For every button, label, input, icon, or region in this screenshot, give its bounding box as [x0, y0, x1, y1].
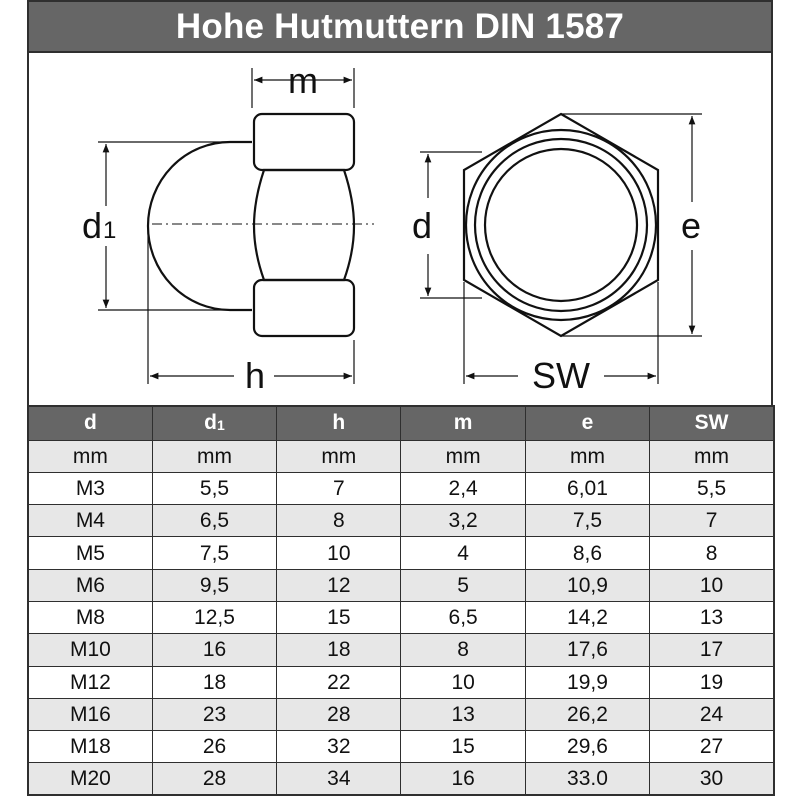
side-view: [148, 114, 374, 336]
table-cell: 5: [401, 569, 525, 601]
table-cell: 7,5: [525, 505, 649, 537]
table-cell: M18: [28, 731, 152, 763]
table-cell: 8,6: [525, 537, 649, 569]
table-cell: 33.0: [525, 763, 649, 795]
table-cell: 30: [650, 763, 774, 795]
table-cell: 16: [152, 634, 276, 666]
table-cell: M4: [28, 505, 152, 537]
table-cell: 2,4: [401, 472, 525, 504]
label-d1-main: d: [82, 205, 103, 246]
table-cell: 12: [277, 569, 401, 601]
table-header-row: [28, 406, 774, 440]
table-cell: 5,5: [650, 472, 774, 504]
table-row: [28, 698, 774, 730]
table-cell: 18: [277, 634, 401, 666]
table-cell: 4: [401, 537, 525, 569]
table-cell: 10: [401, 666, 525, 698]
table-cell: 7: [277, 472, 401, 504]
table-cell: M6: [28, 569, 152, 601]
table-row: [28, 472, 774, 504]
table-cell: 14,2: [525, 601, 649, 633]
table-cell: mm: [401, 440, 525, 472]
table-cell: 10,9: [525, 569, 649, 601]
header-d: d: [28, 406, 152, 440]
hexagon-outer: [464, 114, 658, 336]
table-cell: 28: [152, 763, 276, 795]
table-cell: 29,6: [525, 731, 649, 763]
table-cell: 22: [277, 666, 401, 698]
dome-cap: [148, 142, 252, 310]
label-d1: [82, 205, 116, 246]
table-cell: M3: [28, 472, 152, 504]
label-m: m: [288, 60, 318, 101]
ring-outer: [466, 130, 656, 320]
table-row: [28, 763, 774, 795]
hex-top-band: [254, 114, 354, 170]
table-cell: mm: [277, 440, 401, 472]
dimension-table: [27, 405, 775, 796]
header-e: e: [525, 406, 649, 440]
table-cell: 13: [650, 601, 774, 633]
table-cell: 13: [401, 698, 525, 730]
header-h: h: [277, 406, 401, 440]
table-cell: 7: [650, 505, 774, 537]
table-cell: mm: [650, 440, 774, 472]
table-row: [28, 634, 774, 666]
table-cell: 26: [152, 731, 276, 763]
table-cell: M12: [28, 666, 152, 698]
table-cell: 32: [277, 731, 401, 763]
table-cell: 6,5: [401, 601, 525, 633]
label-sw: SW: [532, 355, 590, 396]
table-cell: 5,5: [152, 472, 276, 504]
table-cell: mm: [152, 440, 276, 472]
table-row: [28, 505, 774, 537]
table-cell: 8: [277, 505, 401, 537]
header-d1: $d_1$: [152, 406, 276, 440]
table-body: [28, 440, 774, 795]
drawing-svg: [29, 53, 771, 406]
table-row: [28, 666, 774, 698]
ring-inner: [485, 149, 637, 301]
header-m: m: [401, 406, 525, 440]
page-title: Hohe Hutmuttern DIN 1587: [175, 6, 625, 46]
table-cell: 9,5: [152, 569, 276, 601]
label-d: d: [411, 205, 433, 246]
table-cell: 12,5: [152, 601, 276, 633]
table-row: [28, 601, 774, 633]
table-cell: 19,9: [525, 666, 649, 698]
technical-drawing: [27, 53, 773, 406]
table-cell: 10: [650, 569, 774, 601]
label-d1-sub: 1: [103, 217, 117, 244]
table-cell: mm: [28, 440, 152, 472]
table-cell: M16: [28, 698, 152, 730]
front-dimensions: [420, 114, 702, 384]
table-cell: 3,2: [401, 505, 525, 537]
unit-row: [28, 440, 774, 472]
label-e: e: [680, 205, 702, 246]
table-cell: 26,2: [525, 698, 649, 730]
table-cell: mm: [525, 440, 649, 472]
front-view: [464, 114, 658, 336]
table-cell: 6,01: [525, 472, 649, 504]
table-cell: 8: [650, 537, 774, 569]
table-cell: 6,5: [152, 505, 276, 537]
table-cell: M20: [28, 763, 152, 795]
table-cell: 7,5: [152, 537, 276, 569]
hex-middle: [254, 170, 354, 280]
label-h: h: [244, 355, 266, 396]
table-cell: 19: [650, 666, 774, 698]
table-cell: 17: [650, 634, 774, 666]
table-cell: 15: [401, 731, 525, 763]
table-cell: 18: [152, 666, 276, 698]
table-cell: 10: [277, 537, 401, 569]
table-cell: 27: [650, 731, 774, 763]
table-cell: M10: [28, 634, 152, 666]
table-cell: 23: [152, 698, 276, 730]
table-row: [28, 731, 774, 763]
ring-middle: [475, 139, 647, 311]
table-cell: 24: [650, 698, 774, 730]
table-row: [28, 537, 774, 569]
table-cell: M5: [28, 537, 152, 569]
table-cell: 28: [277, 698, 401, 730]
table-row: [28, 569, 774, 601]
title-bar: [27, 0, 773, 53]
header-sw: SW: [650, 406, 774, 440]
table-cell: 17,6: [525, 634, 649, 666]
table-cell: 15: [277, 601, 401, 633]
table-cell: 16: [401, 763, 525, 795]
table-cell: M8: [28, 601, 152, 633]
table-cell: 8: [401, 634, 525, 666]
table-cell: 34: [277, 763, 401, 795]
hex-bottom-band: [254, 280, 354, 336]
